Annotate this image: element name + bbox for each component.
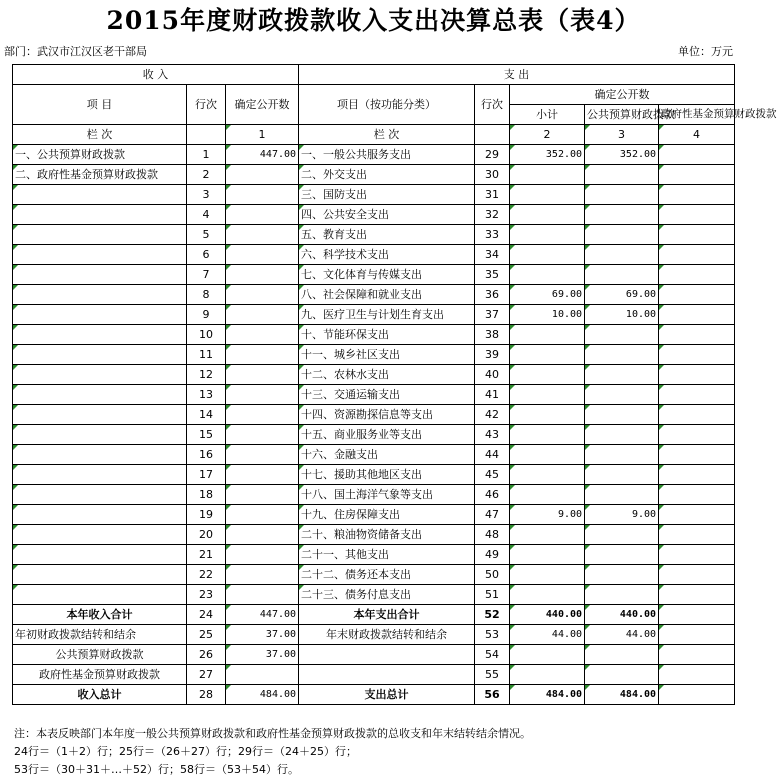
income-rowno-cell: 22 <box>187 565 226 585</box>
subtotal-cell <box>510 345 585 365</box>
subtotal-cell <box>510 485 585 505</box>
gov-fund-cell <box>659 345 735 365</box>
header-row-2 <box>13 85 735 105</box>
income-item-cell <box>13 245 187 265</box>
income-rowno-cell: 23 <box>187 585 226 605</box>
expense-rowno-cell: 49 <box>475 545 510 565</box>
general-budget-cell <box>585 585 659 605</box>
table-row <box>13 425 735 445</box>
income-rowno-cell: 18 <box>187 485 226 505</box>
expense-rowno-cell: 38 <box>475 325 510 345</box>
gov-fund-cell <box>659 665 735 685</box>
table-row <box>13 465 735 485</box>
general-budget-cell <box>585 465 659 485</box>
income-value-cell <box>226 365 299 385</box>
income-rowno-cell: 8 <box>187 285 226 305</box>
expense-rowno-header: 行次 <box>475 85 510 125</box>
income-item-cell <box>13 265 187 285</box>
gov-fund-cell <box>659 445 735 465</box>
table-row <box>13 385 735 405</box>
gov-fund-cell <box>659 265 735 285</box>
general-budget-cell <box>585 225 659 245</box>
gov-fund-cell <box>659 625 735 645</box>
income-value-cell <box>226 465 299 485</box>
expense-rowno-cell: 34 <box>475 245 510 265</box>
general-budget-cell: 484.00 <box>585 685 659 705</box>
income-rowno-cell: 2 <box>187 165 226 185</box>
gov-fund-cell <box>659 425 735 445</box>
gov-fund-header: 政府性基金预算财政拨款 <box>659 105 735 125</box>
gov-fund-cell <box>659 525 735 545</box>
subtotal-cell <box>510 665 585 685</box>
income-rowno-cell: 10 <box>187 325 226 345</box>
subtotal-cell: 352.00 <box>510 145 585 165</box>
income-item-cell <box>13 465 187 485</box>
general-budget-cell: 440.00 <box>585 605 659 625</box>
gov-fund-cell <box>659 365 735 385</box>
column-index-3: 3 <box>585 125 659 145</box>
expense-rowno-cell: 30 <box>475 165 510 185</box>
expense-rowno-cell: 54 <box>475 645 510 665</box>
subtotal-header: 小计 <box>510 105 585 125</box>
gov-fund-cell <box>659 385 735 405</box>
expense-rowno-cell: 35 <box>475 265 510 285</box>
unit-label: 单位：万元 <box>678 45 733 58</box>
income-item-cell <box>13 545 187 565</box>
expense-item-cell: 九、医疗卫生与计划生育支出 <box>299 305 475 325</box>
income-item-cell <box>13 565 187 585</box>
expense-rowno-cell: 46 <box>475 485 510 505</box>
income-value-cell <box>226 585 299 605</box>
income-item-cell: 收入总计 <box>13 685 187 705</box>
income-rowno-cell: 11 <box>187 345 226 365</box>
general-budget-cell <box>585 645 659 665</box>
subtotal-cell: 69.00 <box>510 285 585 305</box>
gov-fund-cell <box>659 185 735 205</box>
column-index-blank <box>187 125 226 145</box>
expense-rowno-cell: 44 <box>475 445 510 465</box>
income-value-cell: 447.00 <box>226 145 299 165</box>
table-row <box>13 585 735 605</box>
income-item-cell: 年初财政拨款结转和结余 <box>13 625 187 645</box>
expense-item-cell: 十一、城乡社区支出 <box>299 345 475 365</box>
income-rowno-cell: 24 <box>187 605 226 625</box>
gov-fund-cell <box>659 225 735 245</box>
expense-rowno-cell: 41 <box>475 385 510 405</box>
expense-item-cell: 二十一、其他支出 <box>299 545 475 565</box>
subtotal-cell: 9.00 <box>510 505 585 525</box>
income-rowno-cell: 25 <box>187 625 226 645</box>
table-row <box>13 325 735 345</box>
general-budget-cell: 10.00 <box>585 305 659 325</box>
general-budget-cell: 352.00 <box>585 145 659 165</box>
expense-item-cell: 二十三、债务付息支出 <box>299 585 475 605</box>
income-rowno-cell: 9 <box>187 305 226 325</box>
subtotal-cell <box>510 525 585 545</box>
expense-item-cell: 一、一般公共服务支出 <box>299 145 475 165</box>
summary-row <box>13 685 735 705</box>
expense-rowno-cell: 33 <box>475 225 510 245</box>
table-row <box>13 205 735 225</box>
income-item-cell <box>13 425 187 445</box>
subtotal-cell <box>510 585 585 605</box>
income-item-cell <box>13 485 187 505</box>
income-value-cell <box>226 385 299 405</box>
general-budget-cell <box>585 205 659 225</box>
expense-item-cell: 七、文化体育与传媒支出 <box>299 265 475 285</box>
income-rowno-cell: 12 <box>187 365 226 385</box>
income-rowno-cell: 20 <box>187 525 226 545</box>
subtotal-cell <box>510 245 585 265</box>
income-value-cell <box>226 665 299 685</box>
income-value-cell <box>226 325 299 345</box>
expense-rowno-cell: 53 <box>475 625 510 645</box>
expense-rowno-cell: 55 <box>475 665 510 685</box>
expense-item-cell: 十五、商业服务业等支出 <box>299 425 475 445</box>
income-rowno-cell: 21 <box>187 545 226 565</box>
gov-fund-cell <box>659 565 735 585</box>
subtotal-cell <box>510 565 585 585</box>
column-index-1: 1 <box>226 125 299 145</box>
income-item-cell <box>13 585 187 605</box>
expense-rowno-cell: 52 <box>475 605 510 625</box>
table-row <box>13 365 735 385</box>
general-budget-cell <box>585 405 659 425</box>
gov-fund-cell <box>659 685 735 705</box>
income-rowno-cell: 3 <box>187 185 226 205</box>
income-value-cell <box>226 505 299 525</box>
expense-rowno-cell: 48 <box>475 525 510 545</box>
gov-fund-cell <box>659 485 735 505</box>
general-budget-cell <box>585 485 659 505</box>
expense-item-cell: 十九、住房保障支出 <box>299 505 475 525</box>
expense-item-cell: 支出总计 <box>299 685 475 705</box>
expense-rowno-cell: 50 <box>475 565 510 585</box>
income-item-cell <box>13 225 187 245</box>
table-row <box>13 485 735 505</box>
expense-item-cell: 八、社会保障和就业支出 <box>299 285 475 305</box>
table-row <box>13 445 735 465</box>
gov-fund-cell <box>659 405 735 425</box>
expense-item-cell: 五、教育支出 <box>299 225 475 245</box>
income-rowno-cell: 1 <box>187 145 226 165</box>
income-value-cell <box>226 205 299 225</box>
income-item-cell <box>13 505 187 525</box>
subtotal-cell <box>510 465 585 485</box>
income-rowno-header: 行次 <box>187 85 226 125</box>
general-budget-cell <box>585 445 659 465</box>
table-row <box>13 265 735 285</box>
income-value-cell <box>226 405 299 425</box>
expense-item-cell: 十三、交通运输支出 <box>299 385 475 405</box>
general-budget-cell <box>585 245 659 265</box>
table-row <box>13 245 735 265</box>
column-label-left: 栏 次 <box>13 125 187 145</box>
gov-fund-cell <box>659 645 735 665</box>
subtotal-cell <box>510 445 585 465</box>
header-row-sections <box>13 65 735 85</box>
table-row <box>13 525 735 545</box>
expense-rowno-cell: 56 <box>475 685 510 705</box>
table-row <box>13 285 735 305</box>
income-rowno-cell: 5 <box>187 225 226 245</box>
subtotal-cell <box>510 205 585 225</box>
income-rowno-cell: 6 <box>187 245 226 265</box>
expense-rowno-cell: 40 <box>475 365 510 385</box>
gov-fund-cell <box>659 165 735 185</box>
subtotal-cell <box>510 325 585 345</box>
table-notes <box>14 725 531 779</box>
column-index-2: 2 <box>510 125 585 145</box>
expense-item-cell: 年末财政拨款结转和结余 <box>299 625 475 645</box>
general-budget-cell <box>585 185 659 205</box>
income-value-cell <box>226 545 299 565</box>
expense-rowno-cell: 51 <box>475 585 510 605</box>
income-rowno-cell: 4 <box>187 205 226 225</box>
table-row <box>13 305 735 325</box>
subtotal-cell <box>510 405 585 425</box>
general-budget-cell: 69.00 <box>585 285 659 305</box>
income-value-cell: 37.00 <box>226 645 299 665</box>
table-row <box>13 405 735 425</box>
expense-approved-header: 确定公开数 <box>510 85 735 105</box>
income-value-cell <box>226 345 299 365</box>
expense-rowno-cell: 37 <box>475 305 510 325</box>
income-value-cell <box>226 425 299 445</box>
income-item-cell <box>13 525 187 545</box>
general-budget-cell <box>585 665 659 685</box>
table-row <box>13 225 735 245</box>
income-rowno-cell: 28 <box>187 685 226 705</box>
subtotal-cell <box>510 645 585 665</box>
subtotal-cell <box>510 265 585 285</box>
table-row <box>13 565 735 585</box>
gov-fund-cell <box>659 205 735 225</box>
income-rowno-cell: 13 <box>187 385 226 405</box>
gov-fund-cell <box>659 245 735 265</box>
expense-rowno-cell: 43 <box>475 425 510 445</box>
subtotal-cell <box>510 185 585 205</box>
budget-table <box>12 64 777 705</box>
income-item-cell <box>13 405 187 425</box>
income-item-cell <box>13 365 187 385</box>
income-rowno-cell: 26 <box>187 645 226 665</box>
expense-item-cell: 十七、援助其他地区支出 <box>299 465 475 485</box>
expense-rowno-cell: 39 <box>475 345 510 365</box>
general-budget-cell: 44.00 <box>585 625 659 645</box>
note-line-1: 注：本表反映部门本年度一般公共预算财政拨款和政府性基金预算财政拨款的总收支和年末结转结余情况。 <box>14 727 531 740</box>
general-budget-cell <box>585 565 659 585</box>
table-row <box>13 145 735 165</box>
income-value-cell <box>226 525 299 545</box>
income-value-cell <box>226 485 299 505</box>
income-rowno-cell: 7 <box>187 265 226 285</box>
gov-fund-cell <box>659 585 735 605</box>
expense-rowno-cell: 45 <box>475 465 510 485</box>
expense-item-cell: 十八、国土海洋气象等支出 <box>299 485 475 505</box>
summary-row <box>13 625 735 645</box>
gov-fund-cell <box>659 605 735 625</box>
income-item-cell <box>13 285 187 305</box>
income-value-cell: 447.00 <box>226 605 299 625</box>
expense-item-cell: 三、国防支出 <box>299 185 475 205</box>
subtotal-cell <box>510 165 585 185</box>
summary-row <box>13 605 735 625</box>
income-value-cell <box>226 285 299 305</box>
income-item-cell <box>13 205 187 225</box>
column-index-row <box>13 125 735 145</box>
income-rowno-cell: 27 <box>187 665 226 685</box>
income-value-cell <box>226 225 299 245</box>
subtotal-cell: 10.00 <box>510 305 585 325</box>
general-budget-cell <box>585 425 659 445</box>
income-item-cell <box>13 325 187 345</box>
gov-fund-cell <box>659 505 735 525</box>
income-rowno-cell: 16 <box>187 445 226 465</box>
general-budget-cell <box>585 325 659 345</box>
table-row <box>13 185 735 205</box>
gov-fund-cell <box>659 325 735 345</box>
gov-fund-cell <box>659 305 735 325</box>
gov-fund-cell <box>659 285 735 305</box>
subtotal-cell: 440.00 <box>510 605 585 625</box>
subtotal-cell <box>510 425 585 445</box>
income-item-cell <box>13 445 187 465</box>
note-line-3: 53行＝（30＋31＋…＋52）行；58行＝（53＋54）行。 <box>14 763 299 776</box>
expense-item-cell: 十四、资源勘探信息等支出 <box>299 405 475 425</box>
column-index-4: 4 <box>659 125 735 145</box>
expense-rowno-cell: 32 <box>475 205 510 225</box>
department-label: 部门：武汉市江汉区老干部局 <box>4 45 147 58</box>
income-value-cell <box>226 305 299 325</box>
table-row <box>13 165 735 185</box>
gov-fund-cell <box>659 145 735 165</box>
column-index-blank-2 <box>475 125 510 145</box>
expense-section-header: 支 出 <box>299 65 735 85</box>
expense-item-cell: 二、外交支出 <box>299 165 475 185</box>
income-value-cell <box>226 565 299 585</box>
expense-rowno-cell: 42 <box>475 405 510 425</box>
income-item-cell <box>13 385 187 405</box>
general-budget-cell <box>585 265 659 285</box>
income-item-cell <box>13 345 187 365</box>
income-item-cell: 一、公共预算财政拨款 <box>13 145 187 165</box>
income-rowno-cell: 17 <box>187 465 226 485</box>
income-value-cell: 37.00 <box>226 625 299 645</box>
income-item-cell <box>13 185 187 205</box>
income-value-cell <box>226 265 299 285</box>
general-budget-cell <box>585 365 659 385</box>
note-line-2: 24行＝（1＋2）行；25行＝（26＋27）行；29行＝（24＋25）行； <box>14 745 357 758</box>
expense-item-cell <box>299 645 475 665</box>
expense-item-cell: 十、节能环保支出 <box>299 325 475 345</box>
expense-rowno-cell: 36 <box>475 285 510 305</box>
subtotal-cell <box>510 365 585 385</box>
subtotal-cell <box>510 385 585 405</box>
income-item-header: 项 目 <box>13 85 187 125</box>
income-approved-header: 确定公开数 <box>226 85 299 125</box>
income-value-cell <box>226 165 299 185</box>
expense-item-cell: 二十、粮油物资储备支出 <box>299 525 475 545</box>
income-value-cell <box>226 185 299 205</box>
general-budget-header: 公共预算财政拨款 <box>585 105 659 125</box>
income-item-cell: 公共预算财政拨款 <box>13 645 187 665</box>
subtotal-cell <box>510 545 585 565</box>
expense-rowno-cell: 47 <box>475 505 510 525</box>
expense-item-cell: 二十二、债务还本支出 <box>299 565 475 585</box>
expense-rowno-cell: 29 <box>475 145 510 165</box>
expense-item-cell: 本年支出合计 <box>299 605 475 625</box>
general-budget-cell <box>585 385 659 405</box>
page-title: 2015年度财政拨款收入支出决算总表（表4） <box>106 6 641 35</box>
subtotal-cell <box>510 225 585 245</box>
general-budget-cell: 9.00 <box>585 505 659 525</box>
expense-rowno-cell: 31 <box>475 185 510 205</box>
table-row <box>13 345 735 365</box>
summary-row <box>13 645 735 665</box>
summary-row <box>13 665 735 685</box>
gov-fund-cell <box>659 465 735 485</box>
expense-item-cell: 六、科学技术支出 <box>299 245 475 265</box>
general-budget-cell <box>585 545 659 565</box>
income-section-header: 收 入 <box>13 65 299 85</box>
income-value-cell <box>226 445 299 465</box>
income-item-cell: 本年收入合计 <box>13 605 187 625</box>
gov-fund-cell <box>659 545 735 565</box>
table-row <box>13 545 735 565</box>
expense-item-cell: 十二、农林水支出 <box>299 365 475 385</box>
income-rowno-cell: 15 <box>187 425 226 445</box>
income-value-cell: 484.00 <box>226 685 299 705</box>
expense-item-header: 项目（按功能分类） <box>299 85 475 125</box>
expense-item-cell: 十六、金融支出 <box>299 445 475 465</box>
income-item-cell: 政府性基金预算财政拨款 <box>13 665 187 685</box>
subtotal-cell: 44.00 <box>510 625 585 645</box>
general-budget-cell <box>585 165 659 185</box>
expense-item-cell <box>299 665 475 685</box>
column-label-right: 栏 次 <box>299 125 475 145</box>
general-budget-cell <box>585 345 659 365</box>
expense-item-cell: 四、公共安全支出 <box>299 205 475 225</box>
subtotal-cell: 484.00 <box>510 685 585 705</box>
income-item-cell <box>13 305 187 325</box>
income-rowno-cell: 14 <box>187 405 226 425</box>
income-item-cell: 二、政府性基金预算财政拨款 <box>13 165 187 185</box>
income-value-cell <box>226 245 299 265</box>
income-rowno-cell: 19 <box>187 505 226 525</box>
table-row <box>13 505 735 525</box>
general-budget-cell <box>585 525 659 545</box>
